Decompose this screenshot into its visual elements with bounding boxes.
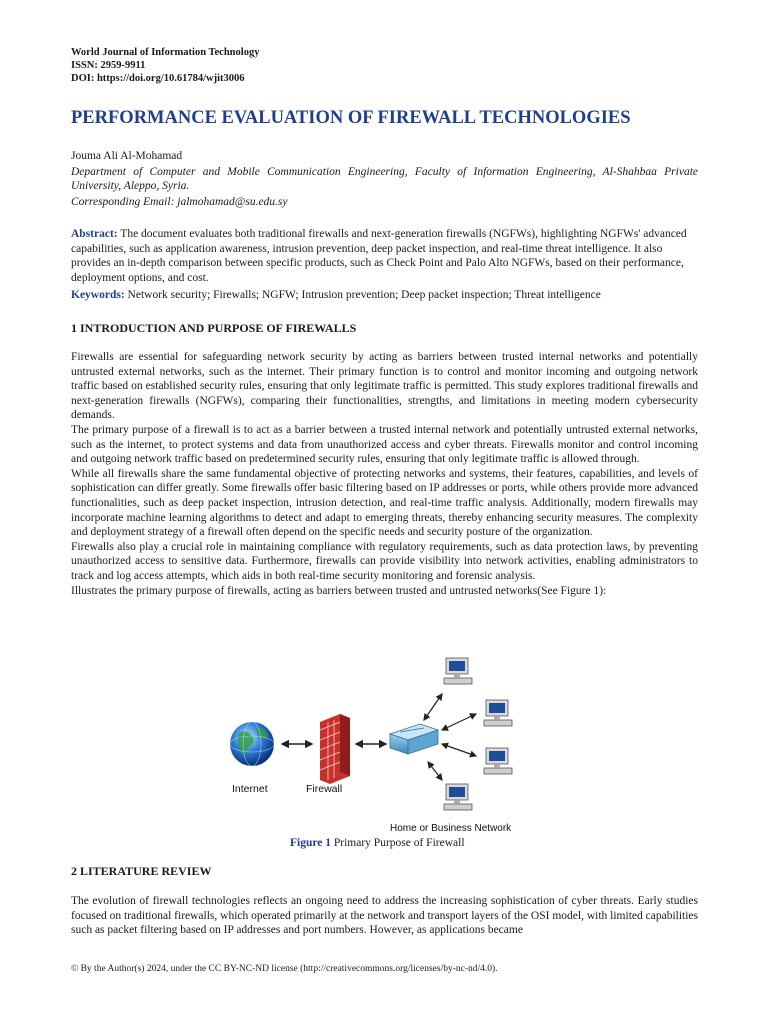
figure-caption-text: Primary Purpose of Firewall bbox=[333, 837, 465, 849]
network-label: Home or Business Network bbox=[390, 823, 512, 834]
switch-icon bbox=[390, 724, 438, 754]
link-arrow bbox=[428, 762, 442, 780]
globe-icon bbox=[230, 722, 274, 766]
paragraph: Illustrates the primary purpose of firewalls, acting as barriers between trusted and untrusted networks(See Figure 1): bbox=[71, 584, 607, 597]
link-arrow bbox=[424, 694, 442, 720]
abstract-label: Abstract: bbox=[71, 228, 118, 240]
issn: ISSN: 2959-9911 bbox=[71, 60, 146, 71]
paragraph: While all firewalls share the same fundamental objective of protecting networks and systems, their features, capabilities, and levels of sophistication can differ greatly. Some firewalls offer basic filtering based on IP addresses or ports, while others provide more advanced functionalities, such as deep packet inspection, intrusion detection, and real-time traffic analysis. Additionally, modern firewalls may incorporate machine learning algorithms to detect and adapt to emerging threats, thereby enhancing security measures. The complexity and deployment strategy of a firewall often depend on the specific needs and security posture of the organization. bbox=[71, 467, 698, 539]
paragraph: Firewalls also play a crucial role in maintaining compliance with regulatory requirements, such as data protection laws, by preventing unauthorized access to sensitive data. Furthermore, firewalls can provide visibility into network activities, enabling administrators to track and log access attempts, which aids in both real-time security monitoring and forensic analysis. bbox=[71, 540, 698, 582]
keywords bbox=[71, 288, 698, 303]
figure-caption bbox=[290, 837, 465, 849]
license-footer: © By the Author(s) 2024, under the CC BY-NC-ND license (http://creativecommons.org/licenses/by-nc-nd/4.0). bbox=[71, 964, 498, 974]
paragraph: Firewalls are essential for safeguarding network security by acting as barriers between trusted internal networks and potentially untrusted external networks, such as the internet. Their primary function is to control and monitor incoming and outgoing network traffic based on established security rules, ensuring that only legitimate traffic is permitted. This study explores traditional firewalls and next-generation firewalls (NGFWs), comparing their functionalities, strengths, and limitations in meeting modern cybersecurity demands. bbox=[71, 351, 698, 422]
abstract bbox=[71, 227, 698, 285]
author-name: Jouma Ali Al-Mohamad bbox=[71, 150, 183, 162]
journal-name: World Journal of Information Technology bbox=[71, 47, 260, 58]
computer-icon bbox=[444, 658, 472, 684]
paper-title: PERFORMANCE EVALUATION OF FIREWALL TECHNOLOGIES bbox=[71, 108, 631, 128]
computer-icon bbox=[444, 784, 472, 810]
section-1-heading: 1 INTRODUCTION AND PURPOSE OF FIREWALLS bbox=[71, 321, 357, 335]
network-diagram-figure bbox=[228, 656, 538, 834]
section-2-heading: 2 LITERATURE REVIEW bbox=[71, 864, 212, 878]
link-arrow bbox=[442, 744, 476, 756]
affiliation: Department of Computer and Mobile Communication Engineering, Faculty of Information Engineering, Al-Shahbaa Private University, Aleppo, Syria. bbox=[71, 166, 698, 192]
computer-icon bbox=[484, 700, 512, 726]
internet-label: Internet bbox=[232, 783, 268, 795]
doi: DOI: https://doi.org/10.61784/wjit3006 bbox=[71, 73, 245, 84]
section-1-body bbox=[71, 350, 698, 598]
corresponding-email: Corresponding Email: jalmohamad@su.edu.sy bbox=[71, 196, 288, 208]
keywords-label: Keywords: bbox=[71, 289, 125, 301]
firewall-icon bbox=[320, 714, 350, 784]
computer-icon bbox=[484, 748, 512, 774]
paragraph: The primary purpose of a firewall is to act as a barrier between a trusted internal network and potentially untrusted external networks, such as the internet, to protect systems and data from unauthorized access and cyber threats. Firewalls monitor and control incoming and outgoing network traffic based on predetermined security rules, ensuring that only legitimate traffic is allowed through. bbox=[71, 423, 698, 466]
network-diagram bbox=[228, 656, 538, 834]
firewall-label: Firewall bbox=[306, 783, 343, 795]
figure-number: Figure 1 bbox=[290, 837, 331, 849]
section-2-body: The evolution of firewall technologies reflects an ongoing need to address the increasing sophistication of cyber threats. Early studies focused on traditional firewalls, which operated primarily at the network and transport layers of the OSI model, with limited capabilities such as packet filtering based on IP addresses and port numbers. However, as applications became bbox=[71, 895, 698, 937]
abstract-text: The document evaluates both traditional firewalls and next-generation firewalls (NGFWs), highlighting NGFWs' advanced capabilities, such as application awareness, intrusion prevention, deep packet inspection, and real-time threat intelligence. It also provides an in-depth comparison between specific products, such as Check Point and Palo Alto NGFWs, based on their performance, deployment options, and cost. bbox=[71, 228, 687, 284]
link-arrow bbox=[442, 714, 476, 730]
keywords-text: Network security; Firewalls; NGFW; Intrusion prevention; Deep packet inspection; Threat intelligence bbox=[127, 289, 601, 301]
